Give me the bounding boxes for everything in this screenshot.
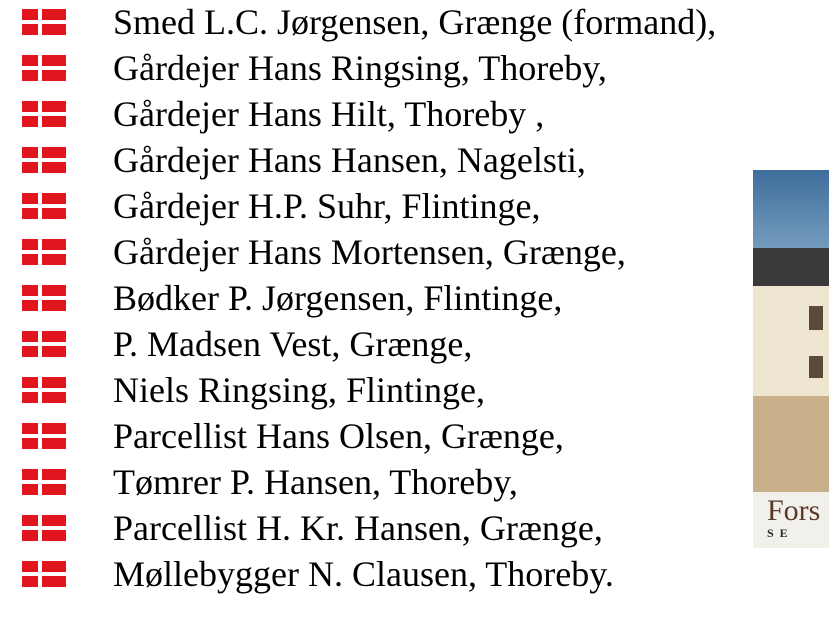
danish-flag-bullet-icon	[22, 145, 66, 175]
member-name: Niels Ringsing, Flintinge,	[113, 370, 486, 410]
photo-roof	[753, 248, 829, 288]
danish-flag-bullet-icon	[22, 329, 66, 359]
list-item	[0, 184, 829, 230]
list-item	[0, 506, 829, 552]
member-name: Gårdejer Hans Mortensen, Grænge,	[113, 232, 626, 272]
danish-flag-bullet-icon	[22, 191, 66, 221]
danish-flag-bullet-icon	[22, 375, 66, 405]
photo-window	[809, 356, 823, 378]
danish-flag-bullet-icon	[22, 559, 66, 589]
photo-shopfront	[753, 396, 829, 492]
list-item	[0, 460, 829, 506]
member-name: Gårdejer H.P. Suhr, Flintinge,	[113, 186, 541, 226]
list-item	[0, 230, 829, 276]
list-item	[0, 0, 829, 46]
danish-flag-bullet-icon	[22, 421, 66, 451]
photo-caption: Fors	[767, 494, 821, 527]
list-item	[0, 276, 829, 322]
list-item	[0, 368, 829, 414]
building-photo	[753, 170, 829, 548]
photo-window	[809, 306, 823, 330]
danish-flag-bullet-icon	[22, 283, 66, 313]
member-name: Gårdejer Hans Hilt, Thoreby ,	[113, 94, 545, 134]
danish-flag-bullet-icon	[22, 53, 66, 83]
danish-flag-bullet-icon	[22, 467, 66, 497]
member-name: Bødker P. Jørgensen, Flintinge,	[113, 278, 563, 318]
member-name: Gårdejer Hans Ringsing, Thoreby,	[113, 48, 607, 88]
member-name: Parcellist Hans Olsen, Grænge,	[113, 416, 564, 456]
member-name: Smed L.C. Jørgensen, Grænge (formand),	[113, 2, 717, 42]
danish-flag-bullet-icon	[22, 7, 66, 37]
member-name: Tømrer P. Hansen, Thoreby,	[113, 462, 518, 502]
list-item	[0, 138, 829, 184]
danish-flag-bullet-icon	[22, 99, 66, 129]
danish-flag-bullet-icon	[22, 513, 66, 543]
list-item	[0, 552, 829, 598]
list-item	[0, 322, 829, 368]
list-item	[0, 414, 829, 460]
member-name: Parcellist H. Kr. Hansen, Grænge,	[113, 508, 603, 548]
list-item	[0, 46, 829, 92]
member-name: P. Madsen Vest, Grænge,	[113, 324, 473, 364]
danish-flag-bullet-icon	[22, 237, 66, 267]
photo-caption-sub: SE	[767, 526, 794, 540]
member-name: Møllebygger N. Clausen, Thoreby.	[113, 554, 614, 594]
list-item	[0, 92, 829, 138]
member-name: Gårdejer Hans Hansen, Nagelsti,	[113, 140, 586, 180]
photo-wall	[753, 286, 829, 396]
